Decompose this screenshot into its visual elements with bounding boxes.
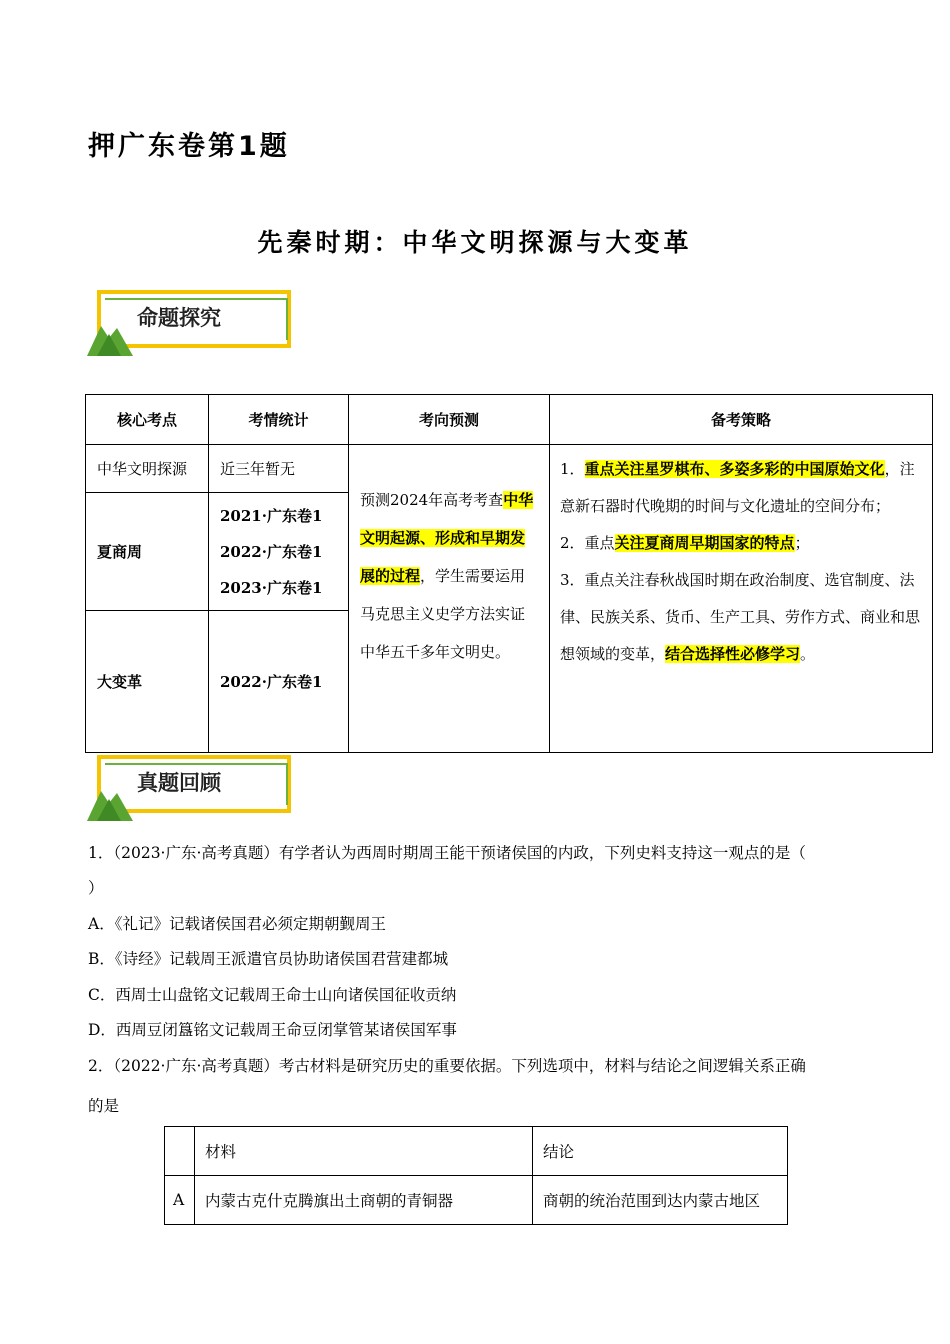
question-2-table (164, 1126, 788, 1225)
header-cell (165, 1127, 195, 1176)
header-cell: 材料 (195, 1127, 533, 1176)
mountain-icon (87, 785, 137, 821)
table-header-row (86, 395, 933, 445)
highlight: 关注夏商周早期国家的特点 (614, 534, 795, 552)
section-badge-exploration (87, 290, 297, 356)
prediction-cell: 预测2024年高考考查中华文明起源、形成和早期发展的过程，学生需要运用马克思主义史学方法实证中华五千多年文明史。 (349, 445, 550, 753)
topic-cell: 中华文明探源 (86, 445, 209, 493)
table-row (165, 1176, 788, 1225)
conclusion-cell: 商朝的统治范围到达内蒙古地区 (533, 1176, 788, 1225)
table-row (86, 445, 933, 493)
question-1-option-d[interactable]: D．西周豆闭簋铭文记载周王命豆闭掌管某诸侯国军事 (88, 1021, 457, 1039)
question-1-stem: 1．（2023·广东·高考真题）有学者认为西周时期周王能干预诸侯国的内政，下列史料支持这一观点的是（ (88, 844, 806, 862)
header-cell: 结论 (533, 1127, 788, 1176)
stats-cell: 近三年暂无 (209, 445, 349, 493)
option-cell[interactable]: A (165, 1176, 195, 1225)
highlight: 重点关注星罗棋布、多姿多彩的中国原始文化 (584, 460, 885, 478)
highlight: 中华文明起源、形成和早期发展的过程 (360, 491, 534, 585)
question-2-stem: 2．（2022·广东·高考真题）考古材料是研究历史的重要依据。下列选项中，材料与结论之间逻辑关系正确 (88, 1057, 806, 1075)
header-cell: 备考策略 (550, 395, 933, 445)
table-header-row (165, 1127, 788, 1176)
strategy-cell: 1．重点关注星罗棋布、多姿多彩的中国原始文化，注意新石器时代晚期的时间与文化遗址的空间分布； 2．重点关注夏商周早期国家的特点； 3．重点关注春秋战国时期在政治制度、选官制度、法律、民族关系、货币、生产工具、劳作方式、商业和思想领域的变革，结合选择性必修学习。 (550, 445, 933, 753)
stats-cell: 2021·广东卷1 2022·广东卷1 2023·广东卷1 (209, 493, 349, 611)
section-badge-review (87, 755, 297, 821)
header-cell: 核心考点 (86, 395, 209, 445)
topic-cell: 大变革 (86, 611, 209, 753)
mountain-icon (87, 320, 137, 356)
header-cell: 考向预测 (349, 395, 550, 445)
section-title: 先秦时期：中华文明探源与大变革 (257, 228, 693, 257)
page-title: 押广东卷第1题 (88, 131, 290, 162)
question-2-stem-cont: 的是 (88, 1097, 120, 1115)
question-1-option-c[interactable]: C．西周士山盘铭文记载周王命士山向诸侯国征收贡纳 (88, 986, 457, 1004)
topic-cell: 夏商周 (86, 493, 209, 611)
material-cell: 内蒙古克什克腾旗出土商朝的青铜器 (195, 1176, 533, 1225)
highlight: 结合选择性必修学习 (665, 645, 801, 663)
exam-analysis-table (85, 394, 933, 753)
question-1-stem-cont: ） (88, 879, 104, 897)
question-1-option-b[interactable]: B．《诗经》记载周王派遣官员协助诸侯国君营建都城 (88, 950, 449, 968)
badge-label: 真题回顾 (137, 771, 221, 795)
stats-cell: 2022·广东卷1 (209, 611, 349, 753)
badge-label: 命题探究 (137, 306, 221, 330)
header-cell: 考情统计 (209, 395, 349, 445)
question-1-option-a[interactable]: A．《礼记》记载诸侯国君必须定期朝觐周王 (88, 915, 386, 933)
